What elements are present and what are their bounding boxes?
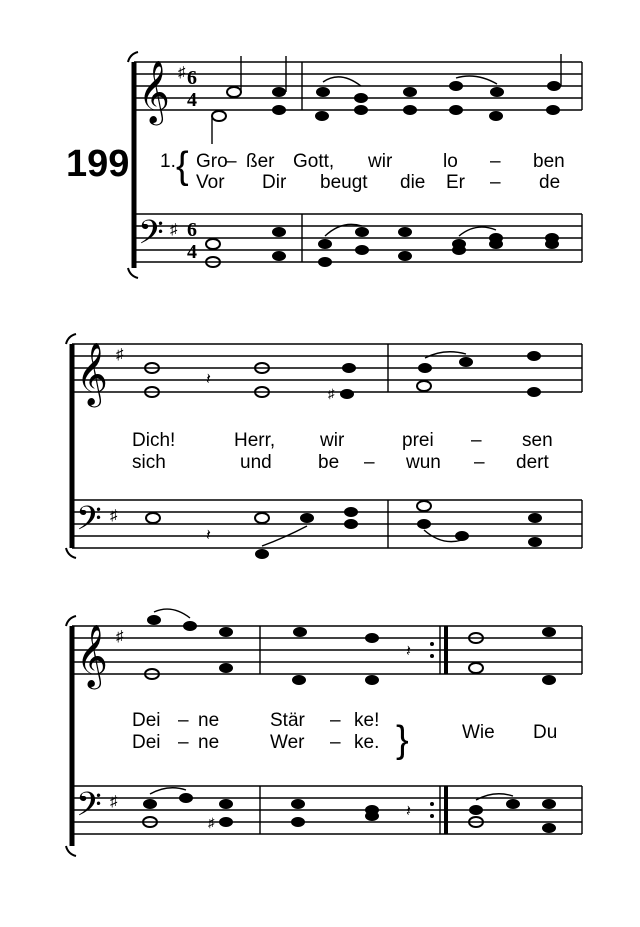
lyrics-verse-2 — [132, 452, 549, 473]
time-sig-bottom: 4 — [187, 241, 197, 263]
lyric: Dei — [132, 732, 161, 753]
system-2 — [66, 334, 582, 559]
lyric: ke! — [354, 710, 380, 731]
svg-text:𝄽: 𝄽 — [206, 527, 211, 544]
bass-clef-icon: 𝄢 — [76, 786, 102, 832]
lyric: – — [178, 732, 189, 753]
lyric: wir — [320, 430, 345, 451]
lyric: Wer — [270, 732, 305, 753]
time-sig-top: 6 — [187, 219, 197, 241]
key-sharp-icon: ♯ — [110, 507, 118, 524]
treble-notes — [145, 351, 541, 401]
key-sharp-icon: ♯ — [178, 64, 186, 81]
lyric: Dei — [132, 710, 161, 731]
lyric: – — [490, 172, 501, 193]
lyric: be — [318, 452, 340, 473]
lyrics-verse-1 — [132, 710, 379, 731]
lyric: Gro — [196, 151, 228, 172]
lyric: prei — [402, 430, 434, 451]
lyric: wir — [368, 151, 393, 172]
lyric: Du — [533, 722, 558, 743]
hymn-number: 199 — [66, 143, 130, 185]
treble-staff — [134, 62, 582, 110]
treble-staff — [72, 344, 582, 392]
lyric: Dir — [262, 172, 287, 193]
treble-staff — [72, 626, 582, 674]
svg-text:♯: ♯ — [328, 386, 335, 401]
bass-clef-icon: 𝄢 — [76, 500, 102, 546]
lyric: beugt — [320, 172, 368, 193]
bass-clef-icon: 𝄢 — [138, 214, 164, 260]
lyrics-continuation — [462, 722, 557, 743]
lyric-brace-icon: } — [396, 719, 409, 761]
lyric: die — [400, 172, 426, 193]
lyric: Wie — [462, 722, 495, 743]
lyric: ne — [198, 732, 220, 753]
treble-clef-icon: 𝄞 — [76, 624, 108, 687]
lyric: – — [490, 151, 501, 172]
lyric: Dich! — [132, 430, 176, 451]
lyrics-verse-2 — [132, 732, 379, 753]
lyric: sich — [132, 452, 166, 473]
bass-staff — [72, 500, 582, 548]
lyric: ne — [198, 710, 220, 731]
lyric: – — [471, 430, 482, 451]
lyric-brace-icon: { — [176, 145, 189, 187]
lyrics-verse-1 — [132, 430, 553, 451]
lyric: lo — [443, 151, 458, 172]
lyric: – — [330, 710, 341, 731]
bass-notes — [206, 224, 559, 267]
lyric: Gott, — [293, 151, 335, 172]
system-1 — [128, 52, 582, 278]
lyric: – — [226, 151, 237, 172]
lyric: sen — [522, 430, 553, 451]
svg-text:♯: ♯ — [208, 815, 215, 830]
lyric: – — [364, 452, 375, 473]
time-sig-top: 6 — [187, 67, 197, 89]
lyric: ke. — [354, 732, 380, 753]
key-sharp-icon: ♯ — [116, 346, 124, 363]
treble-clef-icon: 𝄞 — [76, 342, 108, 405]
svg-text:𝄽: 𝄽 — [206, 371, 211, 388]
svg-text:𝄽: 𝄽 — [406, 643, 411, 660]
lyric: Herr, — [234, 430, 276, 451]
lyric: de — [539, 172, 561, 193]
lyrics-verse-2 — [196, 172, 560, 193]
lyric: – — [474, 452, 485, 473]
lyric: – — [178, 710, 189, 731]
key-sharp-icon: ♯ — [116, 628, 124, 645]
lyric: Vor — [196, 172, 225, 193]
bass-notes — [146, 501, 542, 559]
bass-staff — [134, 214, 582, 262]
lyric: dert — [516, 452, 549, 473]
lyric: ßer — [246, 151, 275, 172]
lyric: ben — [533, 151, 565, 172]
system-3 — [66, 609, 582, 856]
key-sharp-icon: ♯ — [110, 793, 118, 810]
verse-number: 1. — [160, 151, 176, 172]
lyric: wun — [406, 452, 441, 473]
key-sharp-icon: ♯ — [170, 221, 178, 238]
lyric: Stär — [270, 710, 305, 731]
treble-notes — [212, 54, 561, 144]
svg-text:𝄽: 𝄽 — [406, 803, 411, 820]
lyrics-verse-1 — [196, 151, 565, 172]
treble-clef-icon: 𝄞 — [138, 60, 170, 123]
lyric: Er — [446, 172, 465, 193]
lyric: und — [240, 452, 272, 473]
lyric: – — [330, 732, 341, 753]
time-sig-bottom: 4 — [187, 89, 197, 111]
